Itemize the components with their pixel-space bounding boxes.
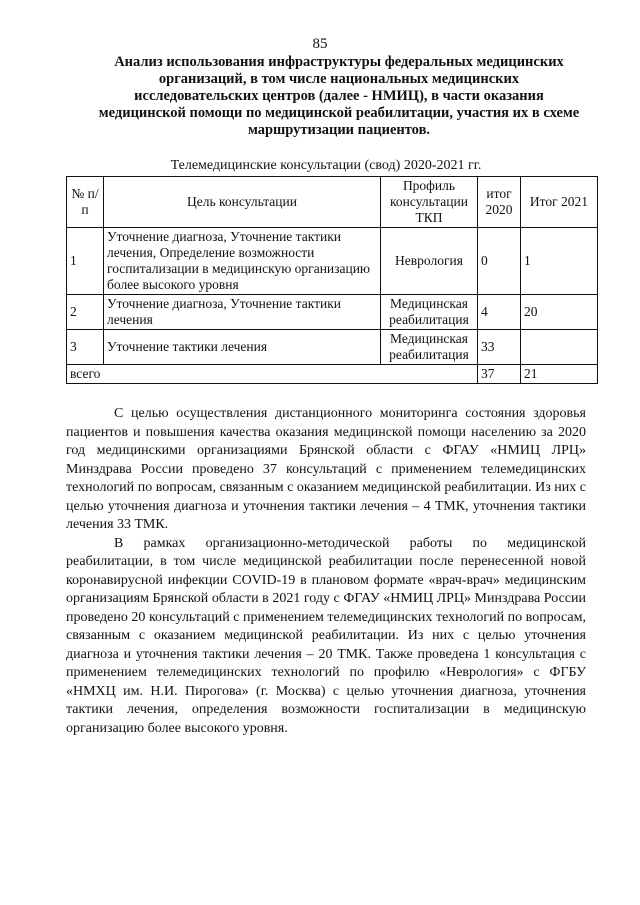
table-total-row — [67, 365, 598, 384]
header-goal: Цель консультации — [104, 177, 381, 228]
row-total-2020: 4 — [478, 295, 521, 330]
page-number: 85 — [312, 36, 328, 52]
document-heading: Анализ использования инфраструктуры федеральных медицинских организаций, в том числе национальных медицинских исследовательских центров (далее - НМИЦ), в части оказания медицинской помощи по медицинской реабилитации, участия их в схеме маршрутизации пациентов. — [98, 54, 580, 138]
body-text — [66, 405, 586, 738]
table-caption: Телемедицинские консультации (свод) 2020-2021 гг. — [170, 158, 482, 173]
table-row — [67, 330, 598, 365]
table-header-row — [67, 177, 598, 228]
row-total-2021 — [521, 330, 598, 365]
header-profile: Профиль консультации ТКП — [381, 177, 478, 228]
row-num: 3 — [67, 330, 104, 365]
paragraph: В рамках организационно-методической работы по медицинской реабилитации, в том числе медицинской реабилитации после перенесенной новой коронавирусной инфекции COVID-19 в плановом формате «врач-врач» медицинским организациям Брянской области в 2021 году с ФГАУ «НМИЦ ЛРЦ» Минздрава России проведено 20 консультаций с применением телемедицинских технологий по вопросам, связанным с оказанием медицинской реабилитации. Из них с целью уточнения диагноза и уточнения тактики лечения – 20 ТМК. Также проведена 1 консультация с применением телемедицинских технологий по профилю «Неврология» с ФГБУ «НМХЦ им. Н.И. Пирогова» (г. Москва) с целью уточнения диагноза, уточнения тактики лечения, определения возможности госпитализации в медицинскую организацию более высокого уровня. — [66, 535, 586, 736]
row-profile: Медицинская реабилитация — [381, 295, 478, 330]
row-profile: Медицинская реабилитация — [381, 330, 478, 365]
header-num: № п/п — [67, 177, 104, 228]
header-total-2020: итог 2020 — [478, 177, 521, 228]
header-total-2021: Итог 2021 — [521, 177, 598, 228]
row-goal: Уточнение диагноза, Уточнение тактики лечения, Определение возможности госпитализации в медицинскую организацию более высокого уровня — [104, 228, 381, 295]
row-total-2020: 33 — [478, 330, 521, 365]
paragraph: С целью осуществления дистанционного мониторинга состояния здоровья пациентов и повышения качества оказания медицинской помощи населению за 2020 год медицинскими организациями Брянской области с ФГАУ «НМИЦ ЛРЦ» Минздрава России проведено 37 консультаций с применением телемедицинских технологий по вопросам, связанным с оказанием медицинской реабилитации. Из них с целью уточнения диагноза и уточнения тактики лечения – 4 ТМК, уточнения тактики лечения 33 ТМК. — [66, 406, 586, 532]
row-goal: Уточнение диагноза, Уточнение тактики лечения — [104, 295, 381, 330]
total-2021: 21 — [521, 365, 598, 384]
row-num: 1 — [67, 228, 104, 295]
row-goal: Уточнение тактики лечения — [104, 330, 381, 365]
table-row — [67, 295, 598, 330]
row-num: 2 — [67, 295, 104, 330]
row-profile: Неврология — [381, 228, 478, 295]
total-2020: 37 — [478, 365, 521, 384]
row-total-2020: 0 — [478, 228, 521, 295]
row-total-2021: 20 — [521, 295, 598, 330]
row-total-2021: 1 — [521, 228, 598, 295]
total-label: всего — [67, 365, 478, 384]
consultations-table — [66, 176, 598, 384]
table-row — [67, 228, 598, 295]
